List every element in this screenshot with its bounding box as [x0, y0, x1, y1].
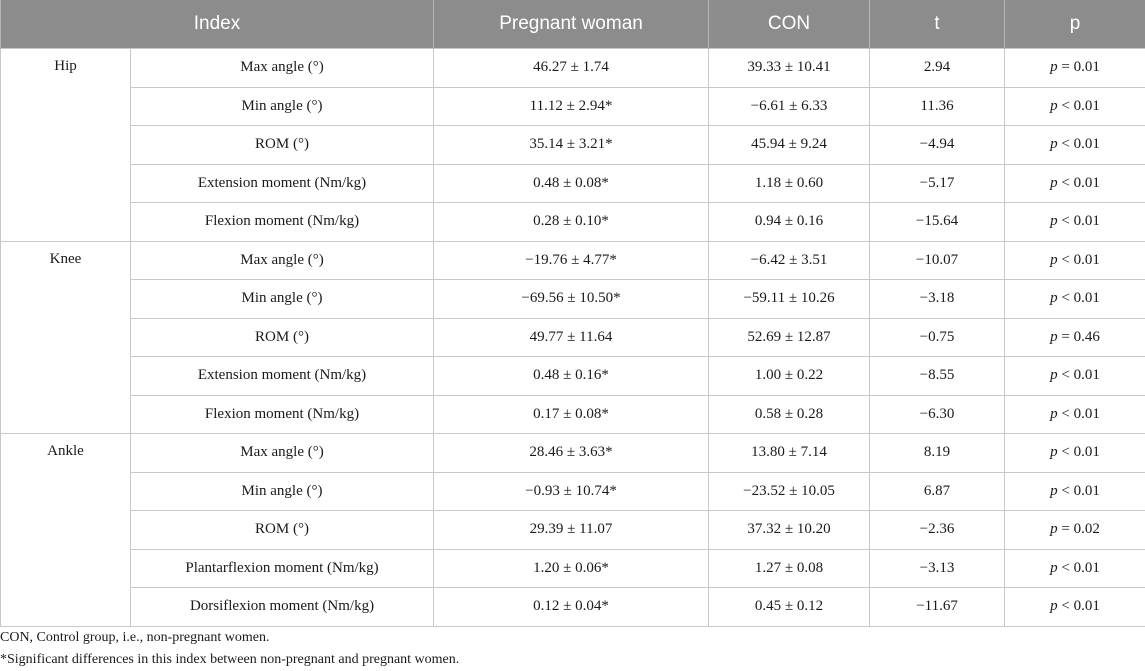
- header-index: Index: [1, 0, 434, 49]
- p-value: < 0.01: [1057, 559, 1100, 576]
- t-value-cell: 6.87: [870, 472, 1005, 511]
- p-value: < 0.01: [1057, 136, 1100, 153]
- index-cell: Max angle (°): [131, 434, 434, 473]
- p-value: < 0.01: [1057, 367, 1100, 384]
- table-row: [1, 357, 1145, 396]
- pregnant-value-cell: −69.56 ± 10.50*: [434, 280, 709, 319]
- header-row: [1, 0, 1145, 49]
- table-row: [1, 203, 1145, 242]
- table-row: [1, 549, 1145, 588]
- footnote-significance: *Significant differences in this index between non-pregnant and pregnant women.: [0, 652, 460, 667]
- index-cell: ROM (°): [131, 318, 434, 357]
- t-value-cell: 2.94: [870, 49, 1005, 88]
- pregnant-value-cell: 0.48 ± 0.16*: [434, 357, 709, 396]
- table-row: [1, 87, 1145, 126]
- p-symbol: p: [1050, 136, 1058, 153]
- con-value-cell: 13.80 ± 7.14: [709, 434, 870, 473]
- index-cell: Extension moment (Nm/kg): [131, 164, 434, 203]
- footnote-con: CON, Control group, i.e., non-pregnant women.: [0, 630, 270, 645]
- con-value-cell: −6.61 ± 6.33: [709, 87, 870, 126]
- p-value: < 0.01: [1057, 405, 1100, 422]
- index-cell: Flexion moment (Nm/kg): [131, 203, 434, 242]
- pregnant-value-cell: 49.77 ± 11.64: [434, 318, 709, 357]
- index-cell: Min angle (°): [131, 87, 434, 126]
- table-row: [1, 164, 1145, 203]
- index-cell: Extension moment (Nm/kg): [131, 357, 434, 396]
- pregnant-value-cell: 0.48 ± 0.08*: [434, 164, 709, 203]
- p-symbol: p: [1050, 328, 1058, 345]
- index-cell: Flexion moment (Nm/kg): [131, 395, 434, 434]
- t-value-cell: −3.13: [870, 549, 1005, 588]
- con-value-cell: −23.52 ± 10.05: [709, 472, 870, 511]
- con-value-cell: 0.45 ± 0.12: [709, 588, 870, 627]
- pregnant-value-cell: 46.27 ± 1.74: [434, 49, 709, 88]
- table-body: [1, 49, 1145, 627]
- table-row: [1, 318, 1145, 357]
- p-symbol: p: [1050, 598, 1058, 615]
- table-row: [1, 588, 1145, 627]
- index-cell: Plantarflexion moment (Nm/kg): [131, 549, 434, 588]
- t-value-cell: 11.36: [870, 87, 1005, 126]
- p-symbol: p: [1050, 97, 1058, 114]
- p-value-cell: [1005, 588, 1145, 627]
- group-label-ankle: Ankle: [1, 434, 131, 627]
- index-cell: Min angle (°): [131, 280, 434, 319]
- p-value-cell: [1005, 203, 1145, 242]
- p-value-cell: [1005, 241, 1145, 280]
- p-value: < 0.01: [1057, 598, 1100, 615]
- index-cell: Max angle (°): [131, 49, 434, 88]
- con-value-cell: 1.27 ± 0.08: [709, 549, 870, 588]
- p-symbol: p: [1050, 251, 1058, 268]
- p-value: = 0.46: [1057, 328, 1100, 345]
- p-value-cell: [1005, 395, 1145, 434]
- p-symbol: p: [1050, 444, 1058, 461]
- con-value-cell: 0.94 ± 0.16: [709, 203, 870, 242]
- p-symbol: p: [1050, 367, 1058, 384]
- p-value: < 0.01: [1057, 444, 1100, 461]
- con-value-cell: 39.33 ± 10.41: [709, 49, 870, 88]
- con-value-cell: −6.42 ± 3.51: [709, 241, 870, 280]
- index-cell: Dorsiflexion moment (Nm/kg): [131, 588, 434, 627]
- con-value-cell: 1.00 ± 0.22: [709, 357, 870, 396]
- p-value-cell: [1005, 87, 1145, 126]
- p-value: < 0.01: [1057, 213, 1100, 230]
- pregnant-value-cell: 35.14 ± 3.21*: [434, 126, 709, 165]
- index-cell: Max angle (°): [131, 241, 434, 280]
- con-value-cell: 37.32 ± 10.20: [709, 511, 870, 550]
- table-row: [1, 280, 1145, 319]
- t-value-cell: −5.17: [870, 164, 1005, 203]
- table-row: [1, 434, 1145, 473]
- p-value-cell: [1005, 126, 1145, 165]
- index-cell: Min angle (°): [131, 472, 434, 511]
- t-value-cell: −15.64: [870, 203, 1005, 242]
- p-value-cell: [1005, 164, 1145, 203]
- t-value-cell: −8.55: [870, 357, 1005, 396]
- t-value-cell: −2.36: [870, 511, 1005, 550]
- con-value-cell: 0.58 ± 0.28: [709, 395, 870, 434]
- table-header: [1, 0, 1145, 49]
- p-value: = 0.01: [1057, 59, 1100, 76]
- p-value: < 0.01: [1057, 290, 1100, 307]
- p-symbol: p: [1050, 213, 1058, 230]
- p-symbol: p: [1050, 59, 1058, 76]
- pregnant-value-cell: 11.12 ± 2.94*: [434, 87, 709, 126]
- group-label-knee: Knee: [1, 241, 131, 434]
- p-value-cell: [1005, 472, 1145, 511]
- p-symbol: p: [1050, 521, 1058, 538]
- table-row: [1, 49, 1145, 88]
- table-row: [1, 241, 1145, 280]
- t-value-cell: 8.19: [870, 434, 1005, 473]
- p-symbol: p: [1050, 174, 1058, 191]
- t-value-cell: −4.94: [870, 126, 1005, 165]
- t-value-cell: −6.30: [870, 395, 1005, 434]
- pregnant-value-cell: 0.12 ± 0.04*: [434, 588, 709, 627]
- p-value-cell: [1005, 49, 1145, 88]
- table-row: [1, 395, 1145, 434]
- p-value: < 0.01: [1057, 174, 1100, 191]
- p-symbol: p: [1050, 290, 1058, 307]
- table-row: [1, 511, 1145, 550]
- table-row: [1, 472, 1145, 511]
- p-value-cell: [1005, 318, 1145, 357]
- p-value: < 0.01: [1057, 482, 1100, 499]
- p-value-cell: [1005, 434, 1145, 473]
- p-symbol: p: [1050, 482, 1058, 499]
- index-cell: ROM (°): [131, 511, 434, 550]
- header-p: p: [1005, 0, 1145, 49]
- pregnant-value-cell: −0.93 ± 10.74*: [434, 472, 709, 511]
- p-value: < 0.01: [1057, 251, 1100, 268]
- p-value: = 0.02: [1057, 521, 1100, 538]
- pregnant-value-cell: 28.46 ± 3.63*: [434, 434, 709, 473]
- p-symbol: p: [1050, 559, 1058, 576]
- p-value: < 0.01: [1057, 97, 1100, 114]
- pregnant-value-cell: 1.20 ± 0.06*: [434, 549, 709, 588]
- pregnant-value-cell: 29.39 ± 11.07: [434, 511, 709, 550]
- con-value-cell: 45.94 ± 9.24: [709, 126, 870, 165]
- p-value-cell: [1005, 357, 1145, 396]
- p-value-cell: [1005, 280, 1145, 319]
- table-row: [1, 126, 1145, 165]
- t-value-cell: −0.75: [870, 318, 1005, 357]
- header-con: CON: [709, 0, 870, 49]
- con-value-cell: 52.69 ± 12.87: [709, 318, 870, 357]
- p-symbol: p: [1050, 405, 1058, 422]
- pregnant-value-cell: 0.28 ± 0.10*: [434, 203, 709, 242]
- con-value-cell: 1.18 ± 0.60: [709, 164, 870, 203]
- footnotes: [0, 627, 1145, 671]
- p-value-cell: [1005, 549, 1145, 588]
- header-t: t: [870, 0, 1005, 49]
- index-cell: ROM (°): [131, 126, 434, 165]
- header-pregnant: Pregnant woman: [434, 0, 709, 49]
- pregnant-value-cell: −19.76 ± 4.77*: [434, 241, 709, 280]
- group-label-hip: Hip: [1, 49, 131, 242]
- pregnant-value-cell: 0.17 ± 0.08*: [434, 395, 709, 434]
- t-value-cell: −3.18: [870, 280, 1005, 319]
- t-value-cell: −11.67: [870, 588, 1005, 627]
- t-value-cell: −10.07: [870, 241, 1005, 280]
- con-value-cell: −59.11 ± 10.26: [709, 280, 870, 319]
- p-value-cell: [1005, 511, 1145, 550]
